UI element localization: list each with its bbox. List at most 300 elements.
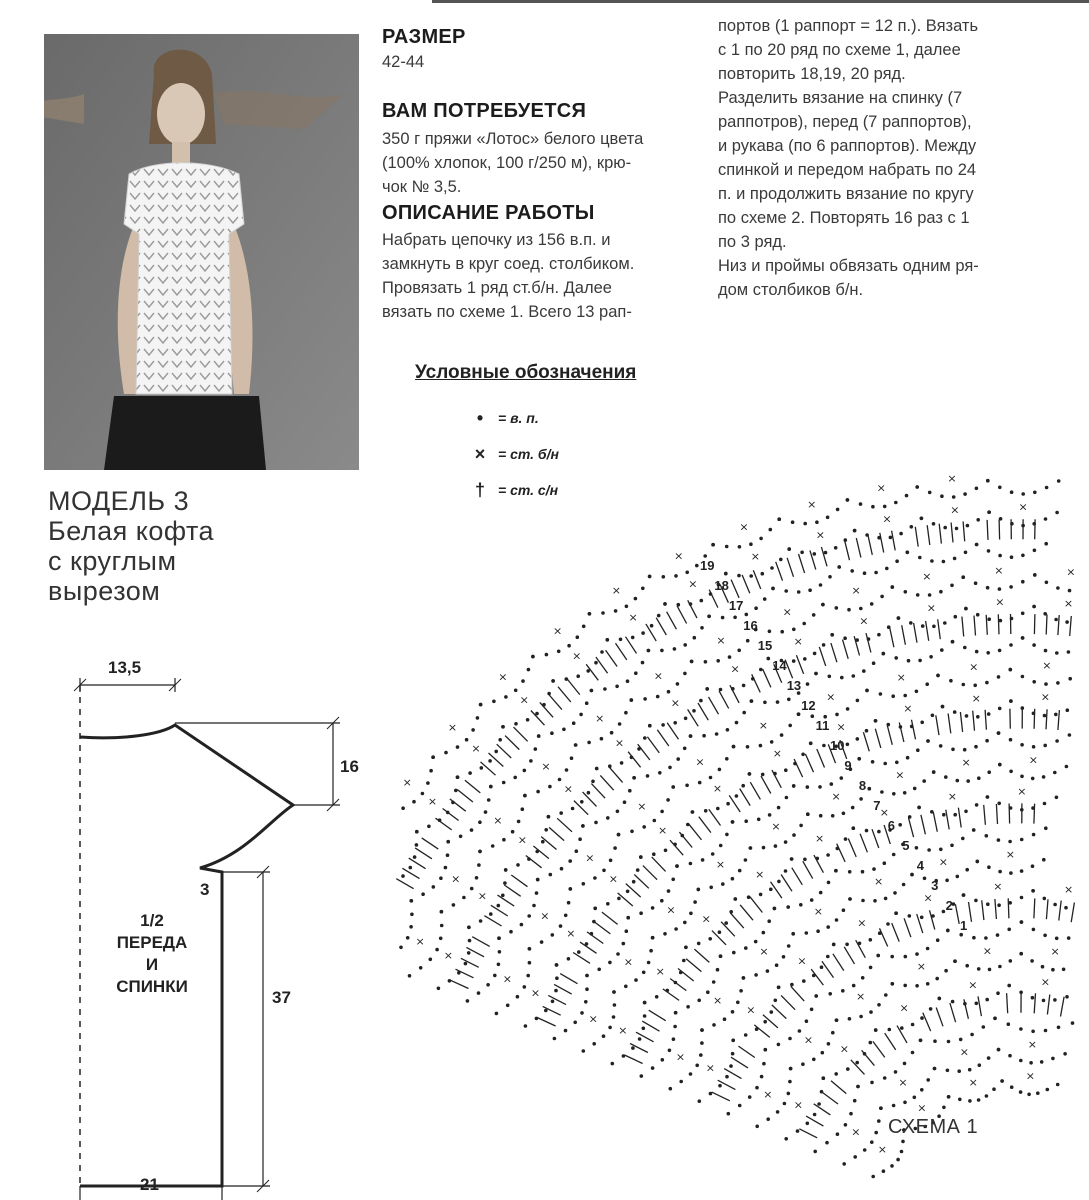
chain-stitch-mark: [892, 792, 896, 796]
chain-stitch-mark: [712, 980, 716, 984]
chain-stitch-mark: [625, 929, 629, 933]
chain-stitch-mark: [716, 807, 720, 811]
chain-stitch-mark: [471, 728, 475, 732]
chain-stitch-mark: [920, 1016, 924, 1020]
chain-stitch-mark: [883, 762, 887, 766]
chain-stitch-mark: [813, 1113, 817, 1117]
double-crochet-mark: [909, 818, 914, 837]
chain-stitch-mark: [634, 978, 638, 982]
chain-stitch-mark: [614, 609, 618, 613]
chain-stitch-mark: [835, 918, 839, 922]
chain-stitch-mark: [870, 1140, 874, 1144]
double-crochet-mark: [819, 647, 825, 666]
double-crochet-mark: [892, 923, 900, 942]
chain-stitch-mark: [825, 1141, 829, 1145]
chain-stitch-mark: [637, 747, 641, 751]
single-crochet-mark: ×: [477, 889, 487, 903]
double-crochet-mark: [986, 615, 987, 635]
double-crochet-mark: [649, 1010, 666, 1021]
double-crochet-mark: [587, 932, 603, 944]
chain-stitch-mark: [911, 1023, 915, 1027]
double-crochet-mark: [946, 810, 949, 830]
chain-stitch-mark: [915, 846, 919, 850]
chain-stitch-mark: [413, 855, 417, 859]
chain-stitch-mark: [731, 687, 735, 691]
chain-stitch-mark: [1068, 733, 1072, 737]
double-crochet-mark: [689, 824, 702, 840]
chain-stitch-mark: [426, 781, 430, 785]
single-crochet-mark: ×: [813, 904, 823, 918]
double-crochet-mark: [822, 1092, 838, 1104]
double-crochet-mark: [484, 916, 501, 926]
double-crochet-mark: [596, 657, 608, 673]
single-crochet-mark: ×: [712, 781, 723, 795]
chain-stitch-mark: [824, 551, 828, 555]
chain-stitch-mark: [535, 850, 539, 854]
chain-stitch-mark: [940, 648, 944, 652]
double-crochet-mark: [963, 521, 965, 541]
chain-stitch-mark: [871, 505, 875, 509]
chain-stitch-mark: [739, 989, 743, 993]
single-crochet-mark: ×: [1050, 944, 1060, 958]
chain-stitch-mark: [976, 715, 980, 719]
chain-stitch-mark: [810, 898, 814, 902]
double-crochet-mark: [890, 628, 894, 648]
double-crochet-mark: [845, 541, 850, 560]
chain-stitch-mark: [1021, 554, 1025, 558]
chain-stitch-mark: [968, 1099, 972, 1103]
chain-stitch-mark: [725, 1075, 729, 1079]
chain-stitch-mark: [920, 1088, 924, 1092]
single-crochet-mark: ×: [443, 949, 453, 963]
double-crochet-mark: [985, 710, 986, 730]
chain-stitch-mark: [579, 713, 583, 717]
chain-stitch-mark: [399, 946, 403, 950]
chain-stitch-mark: [1045, 581, 1049, 585]
chain-stitch-mark: [1043, 934, 1047, 938]
chain-stitch-mark: [774, 844, 778, 848]
chain-stitch-mark: [899, 532, 903, 536]
chain-stitch-mark: [861, 870, 865, 874]
chain-stitch-mark: [1032, 680, 1036, 684]
single-crochet-mark: ×: [993, 880, 1003, 894]
chain-stitch-mark: [640, 1074, 644, 1078]
chain-stitch-mark: [410, 913, 414, 917]
model-line: вырезом: [48, 576, 161, 606]
chain-stitch-mark: [968, 1068, 972, 1072]
chain-stitch-mark: [942, 1106, 946, 1110]
chain-stitch-mark: [879, 1106, 883, 1110]
chain-stitch-mark: [938, 997, 942, 1001]
chain-stitch-mark: [821, 1051, 825, 1055]
chain-stitch-mark: [1019, 1090, 1023, 1094]
chain-stitch-mark: [493, 974, 497, 978]
chain-stitch-mark: [437, 987, 441, 991]
double-crochet-mark: [837, 844, 845, 862]
chain-stitch-mark: [1051, 968, 1055, 972]
chain-stitch-mark: [761, 572, 765, 576]
single-crochet-mark: ×: [836, 720, 846, 734]
double-crochet-mark: [557, 818, 572, 832]
chain-stitch-mark: [509, 930, 513, 934]
single-crochet-mark: ×: [611, 584, 622, 598]
single-crochet-mark: ×: [688, 577, 698, 591]
double-crochet-mark: [628, 752, 641, 768]
chain-stitch-mark: [536, 878, 540, 882]
chain-stitch-mark: [626, 890, 630, 894]
chain-stitch-mark: [1007, 928, 1011, 932]
double-crochet-mark: [856, 538, 861, 558]
chain-stitch-mark: [674, 981, 678, 985]
chain-stitch-mark: [1044, 542, 1048, 546]
chain-stitch-mark: [947, 1095, 951, 1099]
chain-stitch-mark: [831, 814, 835, 818]
chain-stitch-mark: [870, 602, 874, 606]
chain-stitch-mark: [1032, 745, 1036, 749]
chain-stitch-mark: [951, 748, 955, 752]
chain-stitch-mark: [945, 879, 949, 883]
chain-stitch-mark: [587, 741, 591, 745]
chain-stitch-mark: [465, 738, 469, 742]
chain-stitch-mark: [492, 700, 496, 704]
double-crochet-mark: [652, 857, 666, 872]
chain-stitch-mark: [709, 776, 713, 780]
chain-stitch-mark: [909, 621, 913, 625]
chain-stitch-mark: [831, 1031, 835, 1035]
chain-stitch-mark: [663, 932, 667, 936]
chain-stitch-mark: [693, 636, 697, 640]
chain-stitch-mark: [935, 977, 939, 981]
single-crochet-mark: ×: [969, 660, 979, 674]
chain-stitch-mark: [650, 624, 654, 628]
chain-stitch-mark: [726, 802, 730, 806]
chain-stitch-mark: [910, 873, 914, 877]
chain-stitch-mark: [943, 621, 947, 625]
double-crochet-mark: [465, 780, 480, 793]
chain-stitch-mark: [731, 1039, 735, 1043]
double-crochet-mark: [796, 655, 803, 674]
chain-stitch-mark: [925, 682, 929, 686]
chain-stitch-mark: [608, 764, 612, 768]
chain-stitch-mark: [785, 796, 789, 800]
chain-stitch-mark: [643, 736, 647, 740]
chain-stitch-mark: [926, 739, 930, 743]
chain-stitch-mark: [590, 932, 594, 936]
chain-stitch-mark: [1021, 636, 1025, 640]
chain-stitch-mark: [1010, 522, 1014, 526]
single-crochet-mark: ×: [903, 701, 913, 715]
chain-stitch-mark: [927, 848, 931, 852]
chain-stitch-mark: [1033, 549, 1037, 553]
single-crochet-mark: ×: [982, 944, 992, 958]
chain-stitch-mark: [846, 498, 850, 502]
chain-stitch-mark: [763, 1020, 767, 1024]
double-crochet-mark: [450, 980, 468, 988]
chain-stitch-mark: [735, 794, 739, 798]
chain-stitch-mark: [553, 1037, 557, 1041]
chain-stitch-mark: [744, 858, 748, 862]
chain-stitch-mark: [612, 1015, 616, 1019]
chain-stitch-mark: [921, 624, 925, 628]
chain-stitch-mark: [641, 631, 645, 635]
model-photo: [44, 34, 359, 470]
chain-stitch-mark: [950, 584, 954, 588]
chain-stitch-mark: [701, 858, 705, 862]
chain-stitch-mark: [1055, 937, 1059, 941]
single-crochet-mark: ×: [896, 670, 906, 684]
chain-stitch-mark: [898, 823, 902, 827]
chain-stitch-mark: [440, 910, 444, 914]
schema-row-number: 15: [757, 638, 773, 653]
chain-stitch-mark: [877, 1119, 881, 1123]
chain-stitch-mark: [926, 982, 930, 986]
chain-stitch-mark: [933, 1039, 937, 1043]
chain-stitch-mark: [660, 810, 664, 814]
double-crochet-mark: [955, 904, 959, 924]
chain-stitch-mark: [877, 633, 881, 637]
double-crochet-mark: [1058, 710, 1060, 730]
chain-stitch-mark: [997, 1048, 1001, 1052]
double-crochet-mark: [567, 679, 580, 695]
chain-stitch-mark: [466, 999, 470, 1003]
chain-stitch-mark: [1008, 840, 1012, 844]
chain-stitch-mark: [852, 826, 856, 830]
chain-stitch-mark: [664, 849, 668, 853]
single-crochet-mark: ×: [628, 610, 638, 624]
chain-stitch-mark: [732, 745, 736, 749]
double-crochet-mark: [806, 1116, 823, 1126]
single-crochet-mark: ×: [541, 760, 551, 774]
single-crochet-mark: ×: [493, 813, 503, 827]
double-crochet-mark: [1008, 898, 1009, 918]
double-crochet-mark: [998, 614, 999, 634]
chain-stitch-mark: [736, 1001, 740, 1005]
chain-stitch-mark: [555, 976, 559, 980]
chain-stitch-mark: [894, 1070, 898, 1074]
double-crochet-mark: [833, 954, 844, 971]
dim-shoulder: 13,5: [108, 658, 142, 677]
chain-stitch-mark: [1032, 522, 1036, 526]
chain-stitch-mark: [617, 897, 621, 901]
chain-stitch-mark: [544, 828, 548, 832]
double-crochet-mark: [927, 525, 930, 545]
chain-stitch-mark: [1007, 984, 1011, 988]
chain-stitch-mark: [700, 1041, 704, 1045]
double-crochet-mark: [982, 900, 984, 920]
chain-stitch-mark: [974, 745, 978, 749]
single-crochet-mark: ×: [771, 819, 781, 833]
chain-stitch-mark: [1043, 744, 1047, 748]
chain-stitch-mark: [939, 590, 943, 594]
chain-stitch-mark: [986, 651, 990, 655]
chain-stitch-mark: [920, 916, 924, 920]
chain-stitch-mark: [683, 672, 687, 676]
chain-stitch-mark: [787, 1092, 791, 1096]
chain-stitch-mark: [1063, 1052, 1067, 1056]
chain-stitch-mark: [848, 1017, 852, 1021]
legend-title: Условные обозначения: [415, 362, 637, 383]
chain-stitch-mark: [755, 1125, 759, 1129]
chain-stitch-mark: [985, 834, 989, 838]
chain-stitch-mark: [504, 695, 508, 699]
chain-stitch-mark: [1067, 936, 1071, 940]
chain-stitch-mark: [580, 800, 584, 804]
chain-stitch-mark: [551, 679, 555, 683]
chain-stitch-mark: [865, 729, 869, 733]
single-crochet-mark: ×: [922, 570, 932, 584]
description-line: вязать по схеме 1. Всего 13 рап-: [382, 303, 632, 321]
dim-armhole: 3: [200, 880, 210, 899]
description-continued: [718, 14, 1063, 302]
chain-stitch-mark: [1020, 838, 1024, 842]
chain-stitch-mark: [949, 679, 953, 683]
chain-stitch-mark: [812, 1058, 816, 1062]
chain-stitch-mark: [715, 732, 719, 736]
double-crochet-mark: [987, 520, 988, 540]
chain-stitch-mark: [671, 785, 675, 789]
chain-stitch-mark: [590, 689, 594, 693]
chain-stitch-mark: [748, 772, 752, 776]
chain-stitch-mark: [480, 766, 484, 770]
chain-stitch-mark: [766, 969, 770, 973]
chain-stitch-mark: [532, 904, 536, 908]
chain-stitch-mark: [548, 785, 552, 789]
chain-stitch-mark: [964, 607, 968, 611]
chain-stitch-mark: [731, 1010, 735, 1014]
chain-stitch-mark: [682, 959, 686, 963]
chain-stitch-mark: [872, 661, 876, 665]
chain-stitch-mark: [731, 877, 735, 881]
double-crochet-mark: [1070, 616, 1072, 636]
chain-stitch-mark: [899, 725, 903, 729]
single-crochet-mark: ×: [882, 512, 892, 526]
single-crochet-mark: ×: [917, 1101, 927, 1115]
chain-stitch-mark: [697, 999, 701, 1003]
single-crochet-mark: ×: [1066, 565, 1076, 579]
chain-stitch-mark: [787, 698, 791, 702]
chain-stitch-mark: [488, 759, 492, 763]
chain-stitch-mark: [918, 659, 922, 663]
chain-stitch-mark: [712, 1023, 716, 1027]
chain-stitch-mark: [972, 828, 976, 832]
chain-stitch-mark: [759, 893, 763, 897]
chain-stitch-mark: [926, 1078, 930, 1082]
double-crochet-mark: [663, 989, 679, 1001]
chain-stitch-mark: [966, 779, 970, 783]
single-crochet-mark: ×: [637, 800, 647, 814]
chain-stitch-mark: [819, 583, 823, 587]
single-crochet-mark: ×: [758, 718, 768, 732]
chain-stitch-mark: [679, 1080, 683, 1084]
chain-stitch-mark: [622, 942, 626, 946]
chain-stitch-mark: [737, 574, 741, 578]
double-crochet-mark: [960, 712, 962, 732]
chain-stitch-mark: [953, 959, 957, 963]
schema-row-number: 2: [945, 898, 953, 913]
double-crochet-mark: [560, 974, 577, 984]
schema-row-number: 12: [801, 698, 816, 713]
chain-stitch-mark: [843, 636, 847, 640]
single-crochet-mark: ×: [763, 1088, 773, 1101]
double-crochet-mark: [670, 979, 686, 991]
double-crochet-mark: [634, 875, 649, 889]
chain-stitch-mark: [859, 607, 863, 611]
chain-stitch-mark: [806, 682, 810, 686]
chain-stitch-mark: [631, 1046, 635, 1050]
chain-stitch-mark: [467, 951, 471, 955]
crochet-schema-chart: [380, 470, 1089, 1200]
chain-stitch-mark: [729, 910, 733, 914]
chain-stitch-mark: [814, 994, 818, 998]
chain-stitch-mark: [850, 569, 854, 573]
chain-stitch-mark: [1019, 991, 1023, 995]
chain-stitch-mark: [1065, 995, 1069, 999]
chain-stitch-mark: [894, 501, 898, 505]
chain-stitch-mark: [409, 925, 413, 929]
double-crochet-mark: [1046, 709, 1047, 729]
chain-stitch-mark: [1032, 833, 1036, 837]
chain-stitch-mark: [855, 1061, 859, 1065]
single-crochet-mark: ×: [655, 965, 665, 979]
double-crochet-mark: [677, 606, 687, 624]
chain-stitch-mark: [976, 518, 980, 522]
chain-stitch-mark: [895, 761, 899, 765]
chain-stitch-mark: [597, 968, 601, 972]
chain-stitch-mark: [791, 932, 795, 936]
double-crochet-mark: [776, 562, 783, 581]
chain-stitch-mark: [625, 605, 629, 609]
chain-stitch-mark: [985, 739, 989, 743]
single-crochet-mark: ×: [926, 601, 936, 615]
chain-stitch-mark: [628, 789, 632, 793]
single-crochet-mark: ×: [851, 584, 861, 598]
chain-stitch-mark: [1009, 959, 1013, 963]
double-crochet-mark: [657, 730, 669, 746]
double-crochet-mark: [799, 1129, 817, 1138]
chain-stitch-mark: [489, 912, 493, 916]
double-crochet-mark: [626, 637, 637, 654]
chain-stitch-mark: [828, 992, 832, 996]
chain-stitch-mark: [662, 575, 666, 579]
double-crochet-mark: [1059, 901, 1061, 921]
chain-stitch-mark: [674, 927, 678, 931]
chain-stitch-mark: [906, 551, 910, 555]
chain-stitch-mark: [842, 812, 846, 816]
chain-stitch-mark: [798, 1029, 802, 1033]
chain-stitch-mark: [677, 603, 681, 607]
chain-stitch-mark: [959, 1038, 963, 1042]
double-crochet-mark: [526, 856, 542, 868]
chain-stitch-mark: [774, 999, 778, 1003]
double-crochet-mark: [731, 580, 739, 598]
chain-stitch-mark: [464, 962, 468, 966]
chain-stitch-mark: [777, 517, 781, 521]
description-line: раппотров), перед (7 раппортов),: [718, 113, 972, 131]
chain-stitch-mark: [582, 882, 586, 886]
double-crochet-mark: [958, 808, 961, 828]
chain-stitch-mark: [641, 587, 645, 591]
single-crochet-mark: ×: [782, 605, 792, 619]
double-crochet-mark: [887, 726, 892, 745]
chain-stitch-mark: [901, 1140, 905, 1144]
chain-stitch-mark: [975, 650, 979, 654]
single-crochet-mark: ×: [716, 634, 726, 648]
double-crochet-mark: [505, 736, 519, 750]
chain-stitch-mark: [1009, 738, 1013, 742]
double-crochet-mark: [938, 619, 941, 639]
chain-stitch-mark: [585, 942, 589, 946]
chain-stitch-mark: [671, 878, 675, 882]
